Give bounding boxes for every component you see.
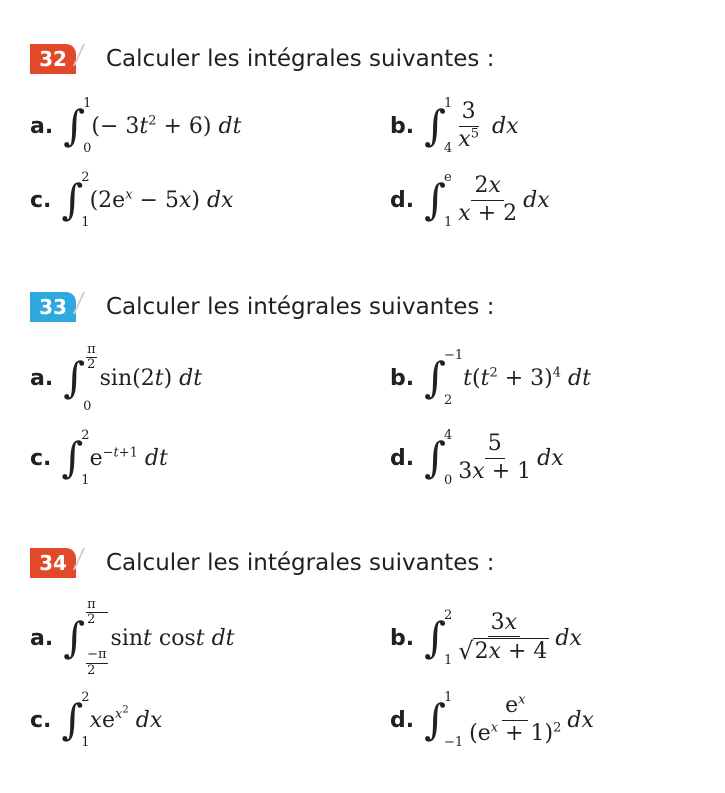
integral-expression bbox=[63, 343, 202, 413]
integral-sign: ∫ e 1 bbox=[424, 170, 453, 230]
exercise-34 bbox=[30, 548, 710, 750]
exercise-instruction: Calculer les intégrales suivantes : bbox=[106, 550, 495, 576]
integral-item-c bbox=[30, 688, 162, 752]
integral-sign: ∫ 2 1 bbox=[61, 690, 90, 750]
exercise-header bbox=[30, 548, 710, 588]
differential: dx bbox=[567, 707, 594, 733]
differential: dx bbox=[537, 445, 564, 471]
upper-bound: 1 bbox=[83, 96, 92, 111]
lower-bound: $\frac{-\pi}{2}$ bbox=[87, 647, 107, 678]
lower-bound: 0 bbox=[83, 399, 92, 414]
integral-expression bbox=[424, 429, 564, 487]
exercise-instruction: Calculer les intégrales suivantes : bbox=[106, 294, 495, 320]
lower-bound: 1 bbox=[81, 735, 90, 750]
upper-bound: 4 bbox=[444, 428, 453, 443]
integral-expression bbox=[424, 171, 550, 229]
integrand: $e^{-t+1}$ dt bbox=[89, 445, 168, 471]
integral-sign: ∫ −1 2 bbox=[424, 348, 464, 408]
lower-bound: 1 bbox=[444, 653, 453, 668]
lower-bound: 1 bbox=[81, 473, 90, 488]
item-letter: a. bbox=[30, 625, 54, 651]
upper-bound: $\frac{\pi}{2}$ bbox=[86, 598, 107, 628]
integral-sign: ∫ 4 0 bbox=[424, 428, 453, 488]
upper-bound: 2 bbox=[444, 608, 453, 623]
exercise-row bbox=[30, 426, 710, 490]
upper-bound: $\frac{\pi}{2}$ bbox=[87, 342, 96, 373]
exercise-33 bbox=[30, 292, 710, 488]
integral-expression bbox=[61, 171, 233, 229]
upper-bound: e bbox=[444, 170, 452, 185]
integral-expression bbox=[63, 97, 241, 155]
integral-item-a bbox=[30, 342, 203, 414]
integral-item-d bbox=[390, 168, 550, 232]
item-letter: b. bbox=[390, 625, 415, 651]
differential: dx bbox=[491, 113, 519, 139]
integral-expression bbox=[424, 349, 591, 407]
integral-item-a bbox=[30, 597, 235, 678]
integrand: sint cost dt bbox=[110, 625, 235, 651]
item-letter: d. bbox=[390, 707, 415, 733]
integral-item-a bbox=[30, 94, 241, 158]
integrand: $t(t^2 + 3)^4$ dt bbox=[463, 365, 591, 391]
item-letter: a. bbox=[30, 365, 54, 391]
integral-item-d bbox=[390, 426, 564, 490]
lower-bound: 0 bbox=[444, 473, 453, 488]
item-letter: d. bbox=[390, 187, 415, 213]
lower-bound: 2 bbox=[444, 393, 453, 408]
integral-sign: ∫ 1 −1 bbox=[424, 690, 464, 750]
item-letter: d. bbox=[390, 445, 415, 471]
item-letter: c. bbox=[30, 445, 52, 471]
exercise-row bbox=[30, 94, 710, 158]
fraction: $\frac{5}{3x + 1}$ bbox=[458, 431, 532, 484]
exercise-number-badge: 32 bbox=[30, 44, 76, 74]
integral-sign: ∫ $\frac{\pi}{2}$ $\frac{-\pi}{2}$ bbox=[63, 597, 107, 678]
integral-expression bbox=[61, 429, 167, 487]
item-letter: a. bbox=[30, 113, 54, 139]
integral-expression bbox=[424, 691, 594, 749]
item-letter: c. bbox=[30, 707, 52, 733]
exercise-number-badge: 34 bbox=[30, 548, 76, 578]
upper-bound: 1 bbox=[444, 96, 453, 111]
integral-sign: ∫ 2 1 bbox=[61, 170, 90, 230]
lower-bound: −1 bbox=[444, 735, 464, 750]
item-letter: b. bbox=[390, 113, 415, 139]
upper-bound: 1 bbox=[444, 690, 453, 705]
lower-bound: 0 bbox=[83, 141, 92, 156]
upper-bound: −1 bbox=[444, 348, 464, 363]
integral-sign: ∫ 2 1 bbox=[424, 608, 453, 668]
integral-sign: ∫ 2 1 bbox=[61, 428, 90, 488]
exercise-row bbox=[30, 168, 710, 232]
exercise-row bbox=[30, 597, 710, 678]
integral-expression bbox=[63, 598, 234, 678]
lower-bound: 1 bbox=[81, 215, 90, 230]
integral-expression bbox=[424, 97, 518, 155]
exercise-row bbox=[30, 342, 710, 414]
integral-expression bbox=[424, 609, 582, 667]
fraction: 3x √ 2x + 4 bbox=[458, 609, 548, 665]
integral-sign: ∫ 1 0 bbox=[63, 96, 92, 156]
fraction: $\frac{2x}{x + 2}$ bbox=[458, 173, 518, 226]
lower-bound: 4 bbox=[444, 141, 453, 156]
integral-item-b bbox=[390, 94, 518, 158]
integral-expression bbox=[61, 691, 162, 749]
integral-item-b bbox=[390, 346, 591, 410]
upper-bound: 2 bbox=[81, 428, 90, 443]
exercise-number-badge: 33 bbox=[30, 292, 76, 322]
exercise-instruction: Calculer les intégrales suivantes : bbox=[106, 46, 495, 72]
integral-item-b bbox=[390, 606, 582, 670]
upper-bound: 2 bbox=[81, 690, 90, 705]
integrand: $xe^{x^2}$ dx bbox=[89, 704, 163, 733]
integral-sign: ∫ $\frac{\pi}{2}$ 0 bbox=[63, 343, 99, 413]
item-letter: b. bbox=[390, 365, 415, 391]
differential: dx bbox=[523, 187, 550, 213]
exercise-header bbox=[30, 292, 710, 332]
fraction: $\frac{3}{x^5}$ bbox=[458, 99, 479, 152]
integrand: $(2e^x - 5x)$ dx bbox=[89, 187, 234, 213]
integral-sign: ∫ 1 4 bbox=[424, 96, 453, 156]
upper-bound: 2 bbox=[81, 170, 90, 185]
fraction: $\frac{e^x}{(e^x + 1)^2}$ bbox=[469, 692, 562, 746]
integrand: sin(2t) dt bbox=[99, 365, 203, 391]
exercise-row bbox=[30, 688, 710, 752]
integral-item-d bbox=[390, 688, 594, 752]
differential: dx bbox=[555, 625, 582, 651]
exercise-32 bbox=[30, 44, 710, 230]
exercise-header bbox=[30, 44, 710, 84]
integral-item-c bbox=[30, 168, 233, 232]
lower-bound: 1 bbox=[444, 215, 453, 230]
integral-item-c bbox=[30, 426, 168, 490]
integrand: (− $3t^2 + 6$) dt bbox=[91, 113, 242, 139]
item-letter: c. bbox=[30, 187, 52, 213]
